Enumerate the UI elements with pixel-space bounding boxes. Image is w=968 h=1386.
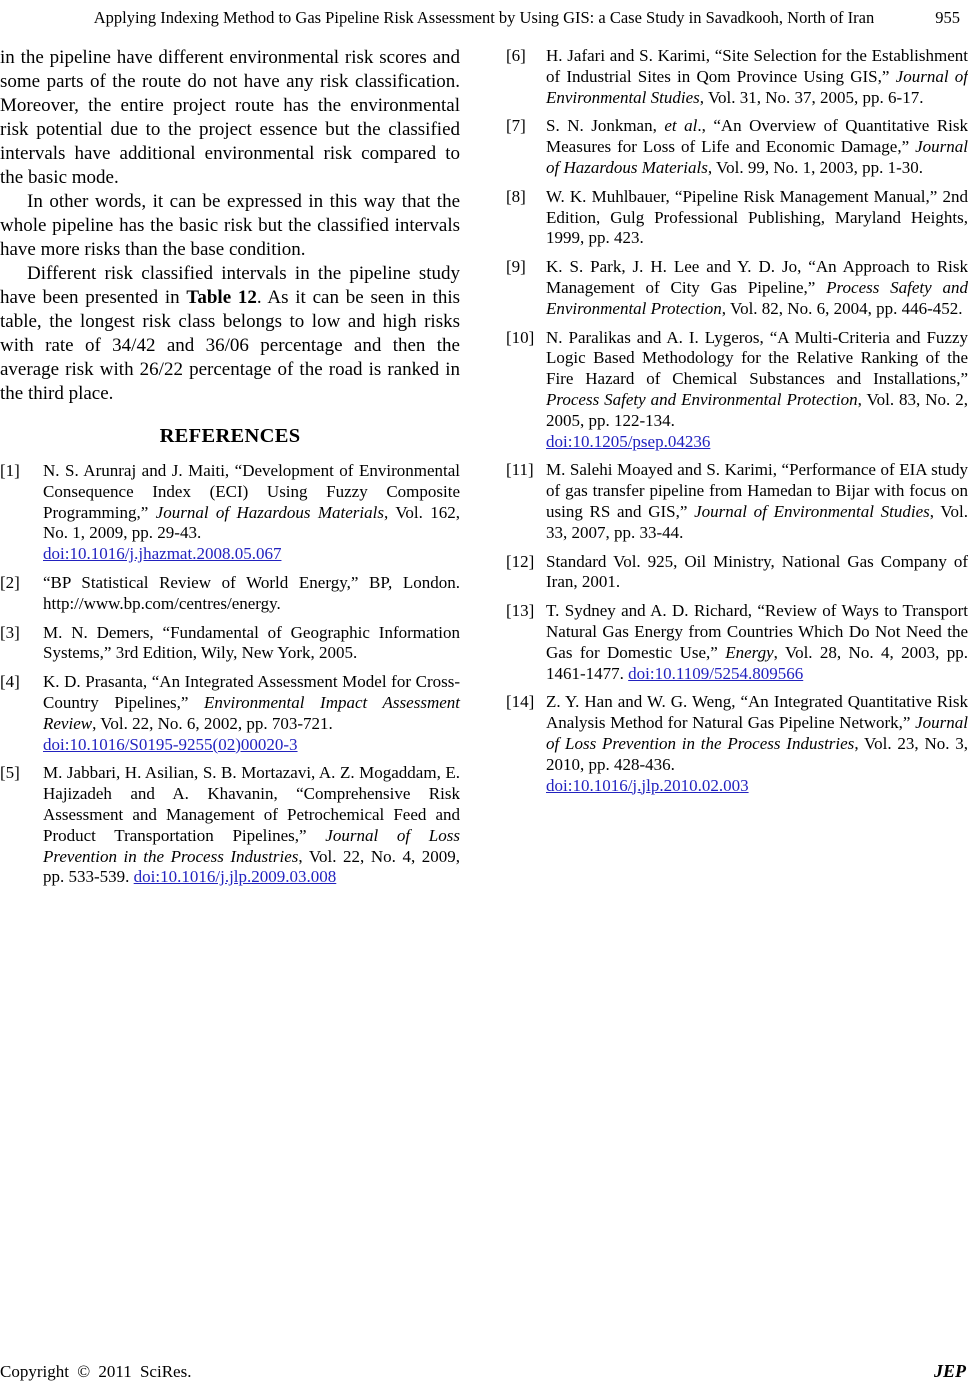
references-heading: REFERENCES	[159, 425, 301, 447]
doi-link[interactable]: doi:10.1016/j.jhazmat.2008.05.067	[43, 544, 282, 564]
reference-item	[0, 763, 460, 888]
two-column-layout	[0, 46, 968, 896]
copyright-notice: Copyright © 2011 SciRes.	[0, 1362, 192, 1381]
reference-number: [8]	[506, 186, 526, 206]
text-segment: M. Jabbari, H. Asilian, S. B. Mortazavi, A. Z. Mogaddam, E. Hajizadeh and A. Khavanin, “Comprehensive Risk Assessment and Management of Petrochemical Feed and Product Transportation Pipelines,”	[43, 763, 460, 845]
page-number: 955	[935, 8, 960, 27]
reference-text	[546, 328, 968, 453]
reference-item	[0, 672, 460, 755]
text-segment: “BP Statistical Review of World Energy,” BP, London. http://www.bp.com/centres/energy.	[43, 572, 460, 613]
doi-link[interactable]: doi:10.1109/5254.809566	[628, 663, 804, 683]
reference-number: [12]	[506, 551, 535, 571]
reference-number: [2]	[0, 572, 20, 592]
reference-item	[506, 601, 968, 684]
reference-text	[546, 46, 968, 108]
text-segment: H. Jafari and S. Karimi, “Site Selection for the Establishment of Industrial Sites in Qom Province Using GIS,”	[546, 46, 968, 86]
text-segment: , Vol. 31, No. 37, 2005, pp. 6-17.	[699, 87, 924, 107]
reference-item	[506, 116, 968, 178]
text-segment: , Vol. 83, No. 2, 2005, pp. 122-134.	[546, 389, 968, 430]
reference-text	[546, 116, 968, 178]
page-header	[0, 7, 968, 29]
text-segment: In other words, it can be expressed in this way that the whole pipeline has the basic risk but the classified intervals have more risks than the base condition.	[0, 191, 460, 260]
italic-text-segment: Journal of Loss Prevention in the Process Industries	[546, 713, 968, 753]
reference-item	[506, 328, 968, 453]
body-paragraph	[0, 46, 460, 190]
running-head-title: Applying Indexing Method to Gas Pipeline Risk Assessment by Using GIS: a Case Study in Savadkooh, North of Iran	[93, 8, 875, 27]
reference-item	[506, 692, 968, 796]
reference-text	[43, 461, 460, 565]
left-column	[0, 46, 460, 896]
text-segment: . As it can be seen in this table, the longest risk class belongs to low and high risks with rate of 34/42 and 36/06 percentage and then the average risk with 26/22 percentage of the road is ranked in the third place.	[0, 287, 460, 404]
text-segment: K. D. Prasanta, “An Integrated Assessment Model for Cross-Country Pipelines,”	[43, 672, 460, 712]
italic-text-segment: Process Safety and Environmental Protection	[546, 277, 968, 318]
bold-text-segment: Table 12	[186, 287, 257, 308]
reference-number: [5]	[0, 763, 20, 783]
doi-link[interactable]: doi:10.1016/S0195-9255(02)00020-3	[43, 734, 298, 754]
reference-number: [6]	[506, 46, 526, 65]
reference-text	[43, 672, 460, 755]
reference-item	[0, 573, 460, 615]
italic-text-segment: Journal of Hazardous Materials	[546, 137, 968, 177]
reference-text	[546, 552, 968, 594]
italic-text-segment: Journal of Loss Prevention in the Process Industries	[43, 825, 460, 866]
reference-item	[506, 46, 968, 108]
reference-text	[43, 763, 460, 888]
reference-item	[0, 623, 460, 665]
italic-text-segment: Journal of Environmental Studies	[694, 501, 930, 521]
journal-abbreviation: JEP	[933, 1361, 966, 1381]
reference-text	[546, 257, 968, 319]
reference-item	[506, 460, 968, 543]
text-segment: , Vol. 33, 2007, pp. 33-44.	[546, 501, 968, 542]
body-paragraph	[0, 190, 460, 262]
reference-text	[546, 692, 968, 796]
text-segment: Different risk classified intervals in the pipeline study have been presented in	[0, 263, 460, 308]
reference-text	[43, 623, 460, 665]
reference-number: [11]	[506, 460, 534, 480]
text-segment: in the pipeline have different environmental risk scores and some parts of the route do not have any risk classification. Moreover, the entire project route has the environmental risk potential due to the project essence but the classified intervals have additional environmental risk compared to the basic mode.	[0, 47, 460, 188]
reference-number: [14]	[506, 692, 535, 712]
text-segment: N. S. Arunraj and J. Maiti, “Development of Environmental Consequence Index (ECI) Using Fuzzy Composite Programming,”	[43, 461, 460, 522]
reference-item	[506, 257, 968, 319]
body-paragraphs	[0, 46, 460, 406]
text-segment: , Vol. 99, No. 1, 2003, pp. 1-30.	[707, 157, 924, 177]
body-paragraph	[0, 262, 460, 406]
text-segment: N. Paralikas and A. I. Lygeros, “A Multi-Criteria and Fuzzy Logic Based Methodology for the Relative Ranking of the Fire Hazard of Chemical Substances and Installations,”	[546, 327, 968, 389]
page-footer	[0, 1361, 966, 1382]
references-list-left	[0, 461, 460, 888]
reference-text	[43, 573, 460, 615]
doi-link[interactable]: doi:10.1016/j.jlp.2009.03.008	[133, 867, 337, 887]
text-segment: , Vol. 82, No. 6, 2004, pp. 446-452.	[721, 298, 963, 318]
reference-item	[506, 187, 968, 249]
reference-number: [9]	[506, 257, 526, 277]
text-segment: K. S. Park, J. H. Lee and Y. D. Jo, “An Approach to Risk Management of City Gas Pipeline,”	[546, 257, 968, 297]
text-segment: Standard Vol. 925, Oil Ministry, National Gas Company of Iran, 2001.	[546, 551, 968, 592]
text-segment: T. Sydney and A. D. Richard, “Review of Ways to Transport Natural Gas Energy from Countries Which Do Not Need the Gas for Domestic Use,”	[546, 601, 968, 662]
reference-number: [3]	[0, 622, 20, 642]
reference-number: [4]	[0, 672, 20, 692]
italic-text-segment: Journal of Hazardous Materials	[155, 502, 384, 522]
text-segment: Z. Y. Han and W. G. Weng, “An Integrated Quantitative Risk Analysis Method for Natural Gas Pipeline Network,”	[546, 692, 968, 733]
italic-text-segment: Environmental Impact Assessment Review	[43, 692, 460, 733]
text-segment: W. K. Muhlbauer, “Pipeline Risk Management Manual,” 2nd Edition, Gulg Professional Publishing, Maryland Heights, 1999, pp. 423.	[546, 186, 968, 248]
text-segment: ., “An Overview of Quantitative Risk Measures for Loss of Life and Economic Damage,”	[546, 116, 968, 157]
reference-number: [1]	[0, 461, 20, 480]
text-segment: , Vol. 22, No. 4, 2009, pp. 533-539.	[43, 846, 461, 887]
reference-number: [10]	[506, 327, 535, 347]
reference-text	[546, 187, 968, 249]
text-segment: M. N. Demers, “Fundamental of Geographic Information Systems,” 3rd Edition, Wily, New York, 2005.	[43, 622, 460, 663]
italic-text-segment: Energy	[725, 642, 774, 662]
reference-number: [13]	[506, 601, 535, 621]
doi-link[interactable]: doi:10.1205/psep.04236	[546, 431, 711, 451]
reference-item	[506, 552, 968, 594]
text-segment: , Vol. 23, No. 3, 2010, pp. 428-436.	[546, 733, 968, 774]
italic-text-segment: Journal of Environmental Studies	[546, 66, 968, 107]
text-segment: , Vol. 28, No. 4, 2003, pp. 1461-1477.	[546, 642, 968, 683]
reference-number: [7]	[506, 116, 526, 136]
text-segment: S. N. Jonkman,	[546, 116, 665, 136]
text-segment: M. Salehi Moayed and S. Karimi, “Performance of EIA study of gas transfer pipeline from Hamedan to Bijar with focus on using RS and GIS,”	[546, 460, 968, 521]
italic-text-segment: et al	[664, 116, 698, 136]
reference-text	[546, 601, 968, 684]
references-list-right	[506, 46, 968, 796]
doi-link[interactable]: doi:10.1016/j.jlp.2010.02.003	[546, 775, 749, 795]
text-segment: , Vol. 162, No. 1, 2009, pp. 29-43.	[43, 502, 460, 543]
right-column	[506, 46, 968, 896]
text-segment: , Vol. 22, No. 6, 2002, pp. 703-721.	[92, 713, 333, 733]
reference-item	[0, 461, 460, 565]
italic-text-segment: Process Safety and Environmental Protection	[546, 389, 858, 409]
reference-text	[546, 460, 968, 543]
